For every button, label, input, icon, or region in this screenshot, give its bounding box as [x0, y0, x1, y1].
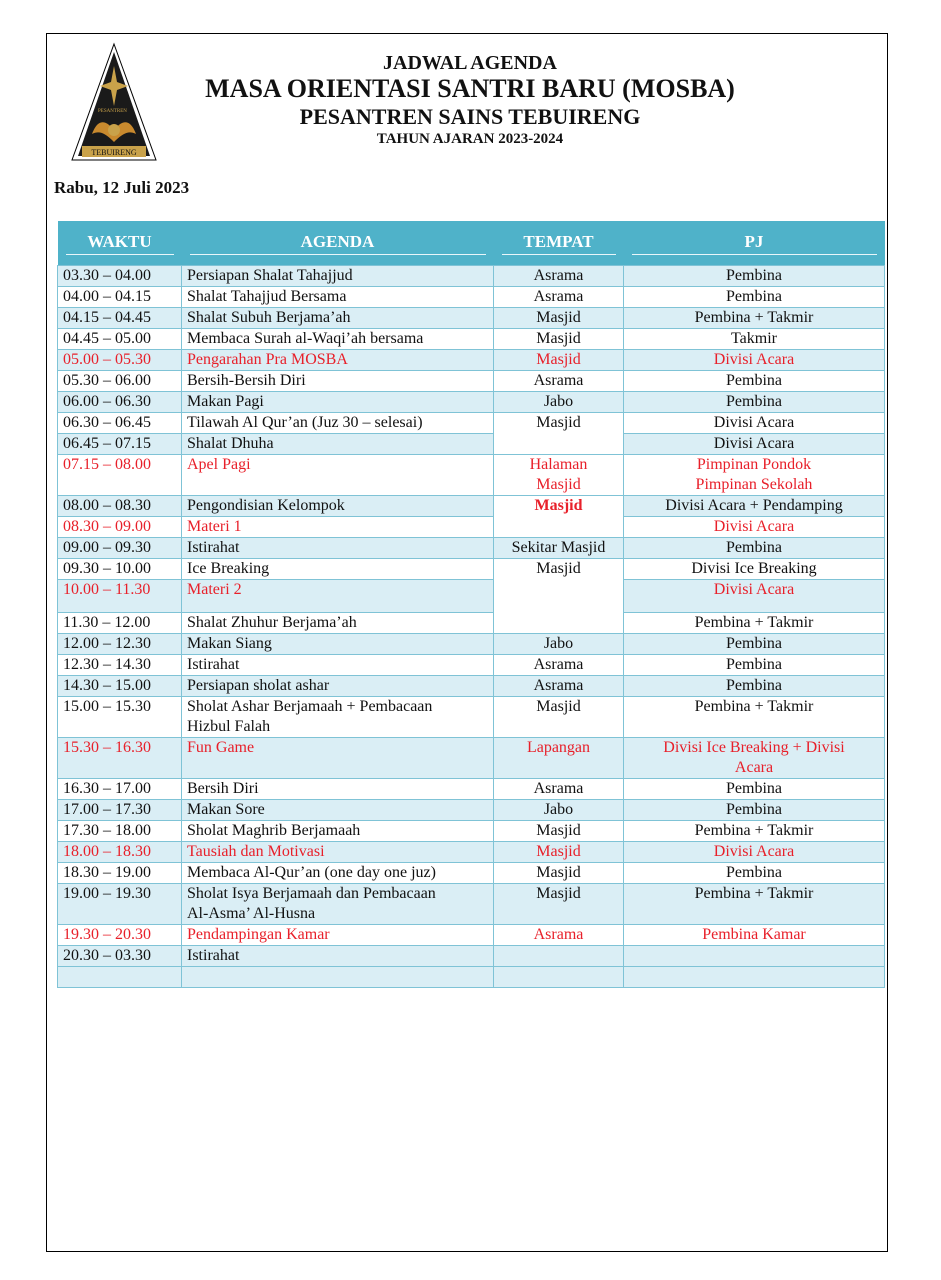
cell-pj: Pembina [624, 676, 885, 697]
cell-tempat: Asrama [494, 779, 624, 800]
cell-pj: Pembina + Takmir [624, 884, 885, 925]
cell-pj: Divisi Ice Breaking + Divisi Acara [624, 738, 885, 779]
cell-waktu: 15.00 – 15.30 [58, 697, 182, 738]
cell-pj: Pembina [624, 800, 885, 821]
cell-tempat: Masjid [494, 884, 624, 925]
cell-pj: Pimpinan Pondok Pimpinan Sekolah [624, 455, 885, 496]
cell-pj: Divisi Acara [624, 842, 885, 863]
cell-pj: Pembina [624, 863, 885, 884]
cell-tempat: Asrama [494, 655, 624, 676]
table-row [58, 308, 885, 329]
table-row [58, 434, 885, 455]
table-row [58, 613, 885, 634]
cell-agenda: Sholat Isya Berjamaah dan Pembacaan Al-Asma’ Al-Husna [182, 884, 494, 925]
cell-waktu: 17.30 – 18.00 [58, 821, 182, 842]
cell-agenda: Istirahat [182, 946, 494, 967]
logo-text-bottom: TEBUIRENG [91, 148, 137, 157]
cell-pj: Divisi Ice Breaking [624, 559, 885, 580]
cell-waktu: 16.30 – 17.00 [58, 779, 182, 800]
cell-agenda: Shalat Tahajjud Bersama [182, 287, 494, 308]
cell-agenda: Shalat Dhuha [182, 434, 494, 455]
cell-pj: Pembina [624, 287, 885, 308]
cell-waktu: 04.45 – 05.00 [58, 329, 182, 350]
cell-agenda: Membaca Al-Qur’an (one day one juz) [182, 863, 494, 884]
cell-waktu: 03.30 – 04.00 [58, 266, 182, 287]
table-row [58, 842, 885, 863]
cell-waktu: 06.00 – 06.30 [58, 392, 182, 413]
cell-pj: Pembina [624, 266, 885, 287]
cell-agenda: Sholat Maghrib Berjamaah [182, 821, 494, 842]
table-row [58, 329, 885, 350]
table-row [58, 455, 885, 496]
title-line-1: JADWAL AGENDA [383, 52, 557, 74]
cell-waktu: 09.30 – 10.00 [58, 559, 182, 580]
table-row [58, 925, 885, 946]
cell-agenda: Persiapan sholat ashar [182, 676, 494, 697]
cell-waktu: 12.30 – 14.30 [58, 655, 182, 676]
cell-waktu: 11.30 – 12.00 [58, 613, 182, 634]
cell-waktu: 06.30 – 06.45 [58, 413, 182, 434]
cell-waktu: 18.30 – 19.00 [58, 863, 182, 884]
cell-pj: Pembina + Takmir [624, 613, 885, 634]
col-header-agenda: AGENDA [182, 221, 494, 266]
cell-agenda: Shalat Subuh Berjama’ah [182, 308, 494, 329]
cell-tempat: Asrama [494, 925, 624, 946]
table-row [58, 779, 885, 800]
cell-tempat: Lapangan [494, 738, 624, 779]
cell-waktu: 19.30 – 20.30 [58, 925, 182, 946]
cell-agenda: Tilawah Al Qur’an (Juz 30 – selesai) [182, 413, 494, 434]
cell-agenda: Materi 1 [182, 517, 494, 538]
cell-agenda: Apel Pagi [182, 455, 494, 496]
table-row [58, 371, 885, 392]
cell-agenda: Shalat Zhuhur Berjama’ah [182, 613, 494, 634]
document-title [160, 52, 780, 148]
cell-pj: Pembina [624, 538, 885, 559]
table-row [58, 800, 885, 821]
cell-agenda: Membaca Surah al-Waqi’ah bersama [182, 329, 494, 350]
cell-pj: Pembina [624, 392, 885, 413]
col-header-waktu: WAKTU [58, 221, 182, 266]
cell-pj: Pembina [624, 371, 885, 392]
cell-tempat: Halaman Masjid [494, 455, 624, 496]
cell-tempat: Masjid [494, 350, 624, 371]
cell-pj: Takmir [624, 329, 885, 350]
table-row [58, 697, 885, 738]
cell-waktu: 05.30 – 06.00 [58, 371, 182, 392]
cell-agenda: Tausiah dan Motivasi [182, 842, 494, 863]
cell-pj: Divisi Acara [624, 580, 885, 613]
cell-waktu: 19.00 – 19.30 [58, 884, 182, 925]
cell-waktu: 07.15 – 08.00 [58, 455, 182, 496]
cell-tempat: Masjid [494, 308, 624, 329]
cell-agenda: Pendampingan Kamar [182, 925, 494, 946]
cell-tempat [494, 946, 624, 967]
table-header-row [58, 221, 885, 266]
cell-pj: Divisi Acara [624, 434, 885, 455]
cell-waktu: 08.00 – 08.30 [58, 496, 182, 517]
cell-pj: Pembina + Takmir [624, 821, 885, 842]
cell-waktu: 04.15 – 04.45 [58, 308, 182, 329]
cell-tempat: Masjid [494, 863, 624, 884]
cell-tempat: Masjid [494, 559, 624, 634]
cell-agenda: Persiapan Shalat Tahajjud [182, 266, 494, 287]
table-row [58, 538, 885, 559]
cell-waktu: 18.00 – 18.30 [58, 842, 182, 863]
schedule-date: Rabu, 12 Juli 2023 [54, 178, 190, 197]
table-row [58, 517, 885, 538]
cell-tempat: Jabo [494, 800, 624, 821]
cell-pj: Pembina Kamar [624, 925, 885, 946]
cell-pj [624, 946, 885, 967]
table-row [58, 266, 885, 287]
cell-pj: Pembina + Takmir [624, 697, 885, 738]
cell-agenda: Istirahat [182, 655, 494, 676]
cell-waktu: 10.00 – 11.30 [58, 580, 182, 613]
cell-tempat: Asrama [494, 371, 624, 392]
cell-agenda: Bersih Diri [182, 779, 494, 800]
cell-agenda: Istirahat [182, 538, 494, 559]
cell-pj: Pembina [624, 779, 885, 800]
pesantren-logo [70, 42, 158, 162]
cell-agenda: Makan Siang [182, 634, 494, 655]
table-row [58, 559, 885, 580]
table-row [58, 496, 885, 517]
cell-waktu: 09.00 – 09.30 [58, 538, 182, 559]
cell-tempat: Asrama [494, 266, 624, 287]
cell-waktu: 06.45 – 07.15 [58, 434, 182, 455]
table-row [58, 634, 885, 655]
col-header-pj: PJ [624, 221, 885, 266]
cell-tempat: Masjid [494, 496, 624, 538]
cell-waktu: 17.00 – 17.30 [58, 800, 182, 821]
cell-tempat: Masjid [494, 821, 624, 842]
table-row [58, 350, 885, 371]
table-row [58, 676, 885, 697]
cell-agenda: Ice Breaking [182, 559, 494, 580]
logo-text-top: PESANTREN [98, 109, 127, 114]
cell-tempat: Masjid [494, 413, 624, 455]
schedule-table [57, 221, 885, 988]
cell-tempat: Jabo [494, 634, 624, 655]
table-row [58, 946, 885, 967]
table-row [58, 580, 885, 613]
cell-pj: Pembina [624, 655, 885, 676]
cell-pj: Pembina + Takmir [624, 308, 885, 329]
cell-agenda: Fun Game [182, 738, 494, 779]
cell-tempat: Masjid [494, 842, 624, 863]
cell-agenda: Materi 2 [182, 580, 494, 613]
table-row-empty [58, 967, 885, 988]
cell-tempat: Sekitar Masjid [494, 538, 624, 559]
cell-tempat: Asrama [494, 287, 624, 308]
title-line-2: MASA ORIENTASI SANTRI BARU (MOSBA) [205, 74, 735, 103]
cell-waktu: 05.00 – 05.30 [58, 350, 182, 371]
table-row [58, 655, 885, 676]
cell-waktu: 14.30 – 15.00 [58, 676, 182, 697]
cell-tempat: Asrama [494, 676, 624, 697]
title-line-3: PESANTREN SAINS TEBUIRENG [299, 104, 641, 129]
table-row [58, 863, 885, 884]
cell-pj: Divisi Acara [624, 413, 885, 434]
cell-waktu: 15.30 – 16.30 [58, 738, 182, 779]
cell-agenda: Sholat Ashar Berjamaah + Pembacaan Hizbul Falah [182, 697, 494, 738]
cell-agenda: Pengarahan Pra MOSBA [182, 350, 494, 371]
cell-waktu: 20.30 – 03.30 [58, 946, 182, 967]
cell-waktu: 12.00 – 12.30 [58, 634, 182, 655]
cell-waktu: 04.00 – 04.15 [58, 287, 182, 308]
cell-pj: Divisi Acara [624, 517, 885, 538]
table-row [58, 884, 885, 925]
table-row [58, 821, 885, 842]
table-row [58, 287, 885, 308]
cell-agenda: Pengondisian Kelompok [182, 496, 494, 517]
cell-tempat: Jabo [494, 392, 624, 413]
cell-pj: Pembina [624, 634, 885, 655]
cell-waktu: 08.30 – 09.00 [58, 517, 182, 538]
title-line-4: TAHUN AJARAN 2023-2024 [376, 131, 564, 147]
cell-pj: Divisi Acara [624, 350, 885, 371]
cell-tempat: Masjid [494, 697, 624, 738]
table-row [58, 392, 885, 413]
cell-agenda: Bersih-Bersih Diri [182, 371, 494, 392]
table-row [58, 738, 885, 779]
col-header-tempat: TEMPAT [494, 221, 624, 266]
cell-tempat: Masjid [494, 329, 624, 350]
cell-agenda: Makan Pagi [182, 392, 494, 413]
cell-pj: Divisi Acara + Pendamping [624, 496, 885, 517]
cell-agenda: Makan Sore [182, 800, 494, 821]
table-row [58, 413, 885, 434]
